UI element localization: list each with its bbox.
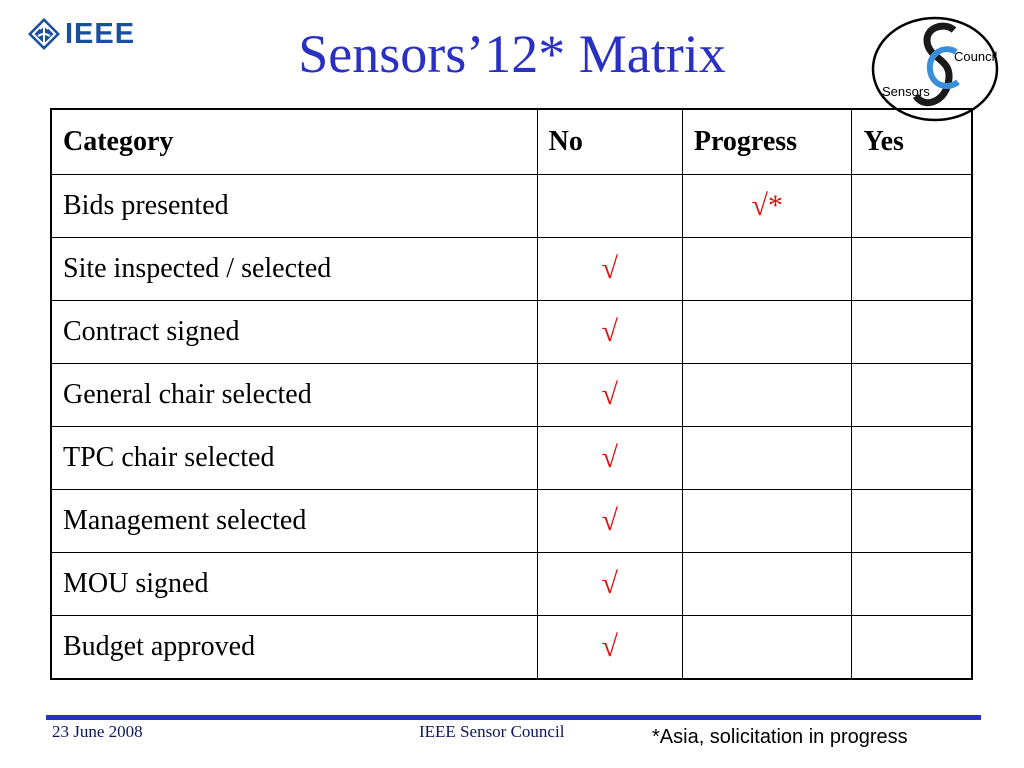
footer-organization: IEEE Sensor Council (419, 722, 565, 741)
cell-progress: √* (682, 175, 852, 238)
cell-progress (682, 238, 852, 301)
cell-yes (852, 175, 972, 238)
cell-no: √ (537, 553, 682, 616)
table-row (51, 553, 972, 616)
header-progress: Progress (682, 109, 852, 175)
sensors-matrix-table (50, 108, 973, 680)
cell-progress (682, 301, 852, 364)
cell-progress (682, 553, 852, 616)
header-no: No (537, 109, 682, 175)
cell-yes (852, 238, 972, 301)
cell-no: √ (537, 364, 682, 427)
footnote: *Asia, solicitation in progress (652, 726, 908, 748)
row-category: TPC chair selected (51, 427, 537, 490)
footer-rule (46, 715, 981, 720)
cell-yes (852, 616, 972, 680)
cell-progress (682, 616, 852, 680)
row-category: General chair selected (51, 364, 537, 427)
council-logo-word: Council (954, 49, 998, 64)
table-header-row (51, 109, 972, 175)
cell-progress (682, 427, 852, 490)
sensors-logo-word: Sensors (882, 84, 930, 99)
row-category: Budget approved (51, 616, 537, 680)
cell-progress (682, 490, 852, 553)
cell-no: √ (537, 238, 682, 301)
table-row (51, 175, 972, 238)
cell-yes (852, 301, 972, 364)
cell-yes (852, 364, 972, 427)
cell-no (537, 175, 682, 238)
cell-no: √ (537, 616, 682, 680)
cell-no: √ (537, 490, 682, 553)
table-row (51, 301, 972, 364)
slide-title: Sensors’12* Matrix (298, 24, 726, 84)
table-row (51, 364, 972, 427)
cell-yes (852, 553, 972, 616)
cell-yes (852, 490, 972, 553)
table-row (51, 238, 972, 301)
header-yes: Yes (852, 109, 972, 175)
table-row (51, 427, 972, 490)
row-category: MOU signed (51, 553, 537, 616)
row-category: Bids presented (51, 175, 537, 238)
table-row (51, 616, 972, 680)
cell-yes (852, 427, 972, 490)
cell-progress (682, 364, 852, 427)
footer-date: 23 June 2008 (52, 722, 143, 741)
table-row (51, 490, 972, 553)
row-category: Management selected (51, 490, 537, 553)
row-category: Contract signed (51, 301, 537, 364)
header-category: Category (51, 109, 537, 175)
ieee-logo-text: IEEE (65, 18, 136, 50)
cell-no: √ (537, 301, 682, 364)
cell-no: √ (537, 427, 682, 490)
row-category: Site inspected / selected (51, 238, 537, 301)
